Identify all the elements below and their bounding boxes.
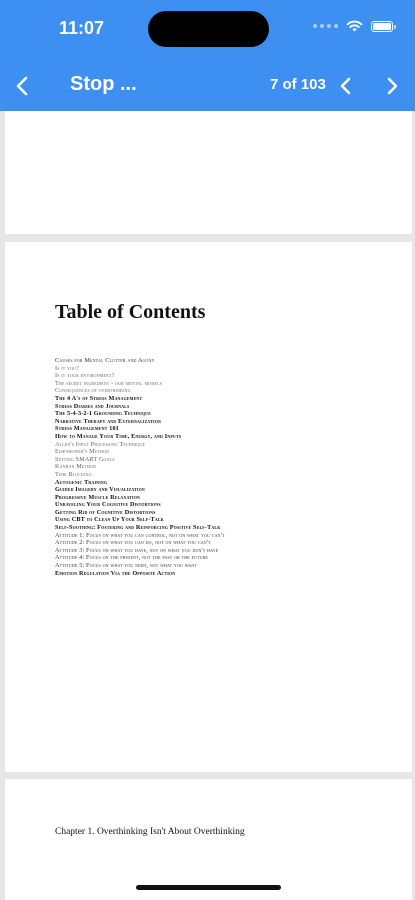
toc-entry[interactable]: Attitude 2: Focus on what you can do, not on what you can't [55,539,211,547]
pdf-page-previous[interactable] [5,111,412,234]
toc-entry[interactable]: Emotion Regulation Via the Opposite Action [55,569,176,577]
toc-entry[interactable]: The 4 A's of Stress Management [55,394,143,402]
toc-entry[interactable]: Stress Management 101 [55,425,119,433]
toc-entry[interactable]: How to Manage Your Time, Energy, and Inputs [55,432,182,440]
toc-entry[interactable]: Attitude 3: Focus on what you have, not on what you don't have [55,546,219,554]
home-indicator[interactable] [136,885,281,890]
toc-entry[interactable]: Autogenic Training [55,478,108,486]
toc-entry[interactable]: The secret ingredient - our mental models [55,379,162,387]
signal-icon [313,24,338,28]
chevron-right-icon [385,76,399,96]
toc-entry[interactable]: Progressive Muscle Relaxation [55,493,141,501]
pdf-page-table-of-contents[interactable] [5,242,412,772]
toc-list [55,357,225,577]
back-button[interactable] [8,72,36,100]
status-icons [313,20,393,32]
toc-entry[interactable]: Guided Imagery and Visualization [55,486,145,494]
toc-title: Table of Contents [55,301,206,323]
toc-entry[interactable]: Using CBT to Clean Up Your Self-Talk [55,516,164,524]
toc-entry[interactable]: Narrative Therapy and Externalization [55,417,161,425]
toc-entry[interactable]: Time Blocking [55,470,92,478]
toc-entry[interactable]: Stress Diaries and Journals [55,402,130,410]
chapter-title: Chapter 1. Overthinking Isn't About Overthinking [55,827,245,837]
toc-entry[interactable]: Attitude 4: Focus on the present, not the past or the future [55,554,209,562]
page-counter: 7 of 103 [270,76,326,93]
top-navigation-bar [0,0,415,111]
chevron-left-icon [339,76,353,96]
battery-icon [371,21,393,32]
toc-entry[interactable]: Eisenhower's Method [55,448,110,456]
pdf-page-chapter-1[interactable] [5,779,412,900]
wifi-icon [346,20,363,32]
toc-entry[interactable]: Setting SMART Goals [55,455,115,463]
chevron-left-icon [15,76,29,96]
toc-entry[interactable]: Attitude 5: Focus on what you need, not what you want [55,562,197,570]
toc-entry[interactable]: Unraveling Your Cognitive Distortions [55,501,161,509]
toc-entry[interactable]: Consequences of overthinking [55,387,131,395]
status-time: 11:07 [59,18,105,38]
toc-entry[interactable]: Attitude 1: Focus on what you can control, not on what you can't [55,531,225,539]
toc-entry[interactable]: Getting Rid of Cognitive Distortions [55,508,156,516]
dynamic-island [148,11,269,47]
previous-page-button[interactable] [332,72,360,100]
toc-entry[interactable]: Self-Soothing: Fostering and Reinforcing Positive Self-Talk [55,524,221,532]
toc-entry[interactable]: Kanban Method [55,463,97,471]
toc-entry[interactable]: Is it your environment? [55,372,115,380]
toc-entry[interactable]: The 5-4-3-2-1 Grounding Technique [55,410,152,418]
next-page-button[interactable] [378,72,406,100]
toc-entry[interactable]: Is it you? [55,364,80,372]
document-title: Stop ... [70,73,137,95]
toc-entry[interactable]: Allen's Input Processing Technique [55,440,146,448]
toc-entry[interactable]: Causes for Mental Clutter and Agony [55,357,155,364]
